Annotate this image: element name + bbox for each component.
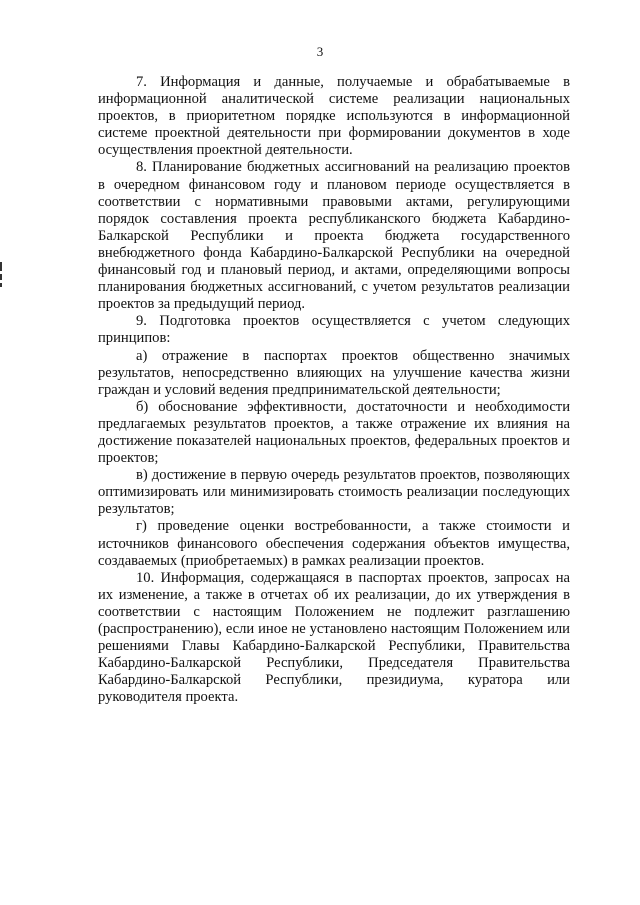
paragraph-8: 8. Планирование бюджетных ассигнований на реализацию проектов в очередном финансовом году и плановом периоде осуществляется в соответствии с нормативными правовыми актами, регулирующими порядок составления проекта республиканского бюджета Кабардино-Балкарской Республики и проекта бюджета государственного внебюджетного фонда Кабардино-Балкарской Республики на очередной финансовый год и плановый период, и актами, определяющими вопросы планирования бюджетных ассигнований, с учетом результатов реализации проектов за предыдущий период. [98, 159, 570, 313]
paragraph-9a: а) отражение в паспортах проектов общественно значимых результатов, непосредственно влияющих на улучшение качества жизни граждан и условий ведения предпринимательской деятельности; [98, 347, 570, 398]
paragraph-9: 9. Подготовка проектов осуществляется с учетом следующих принципов: [98, 313, 570, 347]
paragraph-9g: г) проведение оценки востребованности, а также стоимости и источников финансового обеспечения содержания объектов имущества, создаваемых (приобретаемых) в рамках реализации проектов. [98, 518, 570, 569]
paragraph-9b: б) обоснование эффективности, достаточности и необходимости предлагаемых результатов проектов, а также отражение их влияния на достижение показателей национальных проектов, федеральных проектов и проектов; [98, 398, 570, 467]
paragraph-9v: в) достижение в первую очередь результатов проектов, позволяющих оптимизировать или минимизировать стоимость реализации последующих результатов; [98, 467, 570, 518]
page-number: 3 [316, 44, 324, 59]
margin-scan-marks [0, 262, 4, 290]
document-body [98, 74, 570, 706]
paragraph-10: 10. Информация, содержащаяся в паспортах проектов, запросах на их изменение, а также в отчетах об их реализации, до их утверждения в соответствии с настоящим Положением не подлежит разглашению (распространению), если иное не установлено настоящим Положением или решениями Главы Кабардино-Балкарской Республики, Правительства Кабардино-Балкарской Республики, Председателя Правительства Кабардино-Балкарской Республики, президиума, куратора или руководителя проекта. [98, 569, 570, 706]
paragraph-7: 7. Информация и данные, получаемые и обрабатываемые в информационной аналитической системе реализации национальных проектов, в приоритетном порядке используются в информационной системе проектной деятельности при формировании документов в ходе осуществления проектной деятельности. [98, 74, 570, 159]
